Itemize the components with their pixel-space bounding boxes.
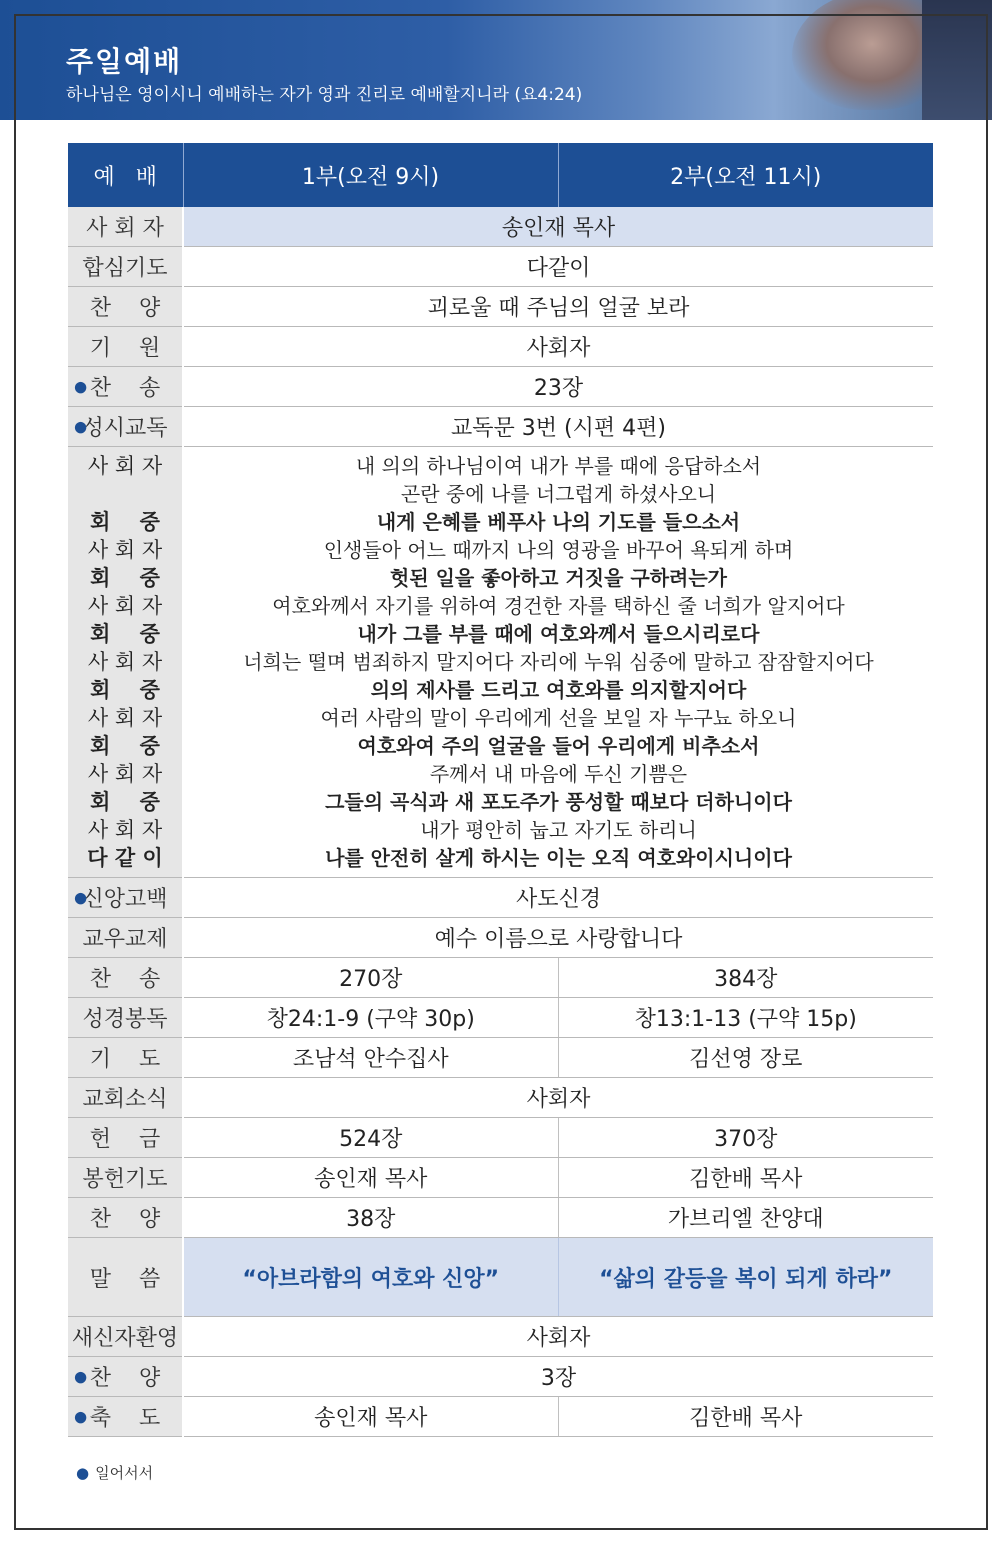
reading-line: 내가 그를 부를 때에 여호와께서 들으시리로다 <box>357 622 760 646</box>
reading-line: 그들의 곡식과 새 포도주가 풍성할 때보다 더하니이다 <box>325 790 792 814</box>
first-service-value: 조남석 안수집사 <box>183 1038 558 1078</box>
second-service-value: 김한배 목사 <box>558 1397 933 1437</box>
reading-line: 의의 제사를 드리고 여호와를 의지할지어다 <box>370 678 747 702</box>
second-service-value: 384장 <box>558 958 933 998</box>
row-value: 괴로울 때 주님의 얼굴 보라 <box>183 287 933 327</box>
second-service-value: 김선영 장로 <box>558 1038 933 1078</box>
speaker: 회 중 <box>90 790 160 814</box>
row-label: 봉헌기도 <box>68 1158 183 1198</box>
reading-line: 내게 은혜를 베푸사 나의 기도를 들으소서 <box>376 510 741 534</box>
table-row <box>68 998 933 1038</box>
row-value: 사도신경 <box>183 878 933 918</box>
first-sermon-title: “아브라함의 여호와 신앙” <box>183 1238 558 1317</box>
first-service-value: 송인재 목사 <box>183 1158 558 1198</box>
row-label: 성경봉독 <box>68 998 183 1038</box>
table-row <box>68 1397 933 1437</box>
speaker: 회 중 <box>90 622 160 646</box>
table-row <box>68 878 933 918</box>
reading-line: 헛된 일을 좋아하고 거짓을 구하려는가 <box>390 566 727 590</box>
row-label: 사 회 자 <box>68 207 183 247</box>
footnote <box>76 1462 153 1483</box>
second-service-value: 창13:1-13 (구약 15p) <box>558 998 933 1038</box>
row-value: 사회자 <box>183 1078 933 1118</box>
row-label: 교회소식 <box>68 1078 183 1118</box>
table-row <box>68 287 933 327</box>
reading-line: 너희는 떨며 범죄하지 말지어다 자리에 누워 심중에 말하고 잠잠할지어다 <box>243 650 874 674</box>
row-label: 새신자환영 <box>68 1317 183 1357</box>
speaker: 다 같 이 <box>87 846 163 870</box>
speaker: 회 중 <box>90 566 160 590</box>
header-second-service: 2부(오전 11시) <box>558 143 933 207</box>
row-label: 헌 금 <box>68 1118 183 1158</box>
table-row <box>68 918 933 958</box>
speaker: 사 회 자 <box>87 818 163 842</box>
page-subtitle-verse: 하나님은 영이시니 예배하는 자가 영과 진리로 예배할지니라 (요4:24) <box>66 85 583 105</box>
row-value: 예수 이름으로 사랑합니다 <box>183 918 933 958</box>
reading-line: 주께서 내 마음에 두신 기쁨은 <box>429 762 688 786</box>
row-label: 찬 양 <box>68 1198 183 1238</box>
second-service-value: 가브리엘 찬양대 <box>558 1198 933 1238</box>
table-row <box>68 247 933 287</box>
reading-line: 여호와께서 자기를 위하여 경건한 자를 택하신 줄 너희가 알지어다 <box>272 594 845 618</box>
row-value: 교독문 3번 (시편 4편) <box>183 407 933 447</box>
row-value: 다같이 <box>183 247 933 287</box>
row-label-standing: ● 성시교독 <box>68 407 183 447</box>
row-value: 송인재 목사 <box>183 207 933 247</box>
reading-line: 인생들아 어느 때까지 나의 영광을 바꾸어 욕되게 하며 <box>323 538 794 562</box>
table-row <box>68 958 933 998</box>
table-row <box>68 1357 933 1397</box>
first-service-value: 38장 <box>183 1198 558 1238</box>
responsive-speakers <box>68 447 183 878</box>
table-row <box>68 407 933 447</box>
table-row <box>68 1198 933 1238</box>
responsive-reading-row <box>68 447 933 878</box>
row-value: 23장 <box>183 367 933 407</box>
first-service-value: 창24:1-9 (구약 30p) <box>183 998 558 1038</box>
row-label: 합심기도 <box>68 247 183 287</box>
table-row <box>68 327 933 367</box>
first-service-value: 270장 <box>183 958 558 998</box>
table-row <box>68 1038 933 1078</box>
row-label: 기 원 <box>68 327 183 367</box>
sermon-row <box>68 1238 933 1317</box>
row-label-standing: ● 찬 송 <box>68 367 183 407</box>
footnote-text: 일어서서 <box>95 1464 154 1482</box>
speaker: 회 중 <box>90 734 160 758</box>
speaker: 회 중 <box>90 678 160 702</box>
row-label: 찬 양 <box>68 287 183 327</box>
table-row <box>68 1118 933 1158</box>
speaker: 사 회 자 <box>87 762 163 786</box>
second-sermon-title: “삶의 갈등을 복이 되게 하라” <box>558 1238 933 1317</box>
standing-dot-icon: ● <box>76 1464 90 1482</box>
reading-line: 내 의의 하나님이여 내가 부를 때에 응답하소서 <box>355 454 762 478</box>
reading-line: 나를 안전히 살게 하시는 이는 오직 여호와이시니이다 <box>325 846 792 870</box>
reading-line: 여호와여 주의 얼굴을 들어 우리에게 비추소서 <box>357 734 760 758</box>
speaker <box>68 480 182 508</box>
second-service-value: 370장 <box>558 1118 933 1158</box>
table-row <box>68 1158 933 1198</box>
row-label: 말 씀 <box>68 1238 183 1317</box>
reading-line: 여러 사람의 말이 우리에게 선을 보일 자 누구뇨 하오니 <box>320 706 797 730</box>
table-row <box>68 1078 933 1118</box>
table-row <box>68 367 933 407</box>
speaker: 사 회 자 <box>87 454 163 478</box>
first-service-value: 송인재 목사 <box>183 1397 558 1437</box>
speaker: 사 회 자 <box>87 538 163 562</box>
reading-line: 곤란 중에 나를 너그럽게 하셨사오니 <box>400 482 717 506</box>
header-first-service: 1부(오전 9시) <box>183 143 558 207</box>
row-label-standing: ● 축 도 <box>68 1397 183 1437</box>
row-label: 교우교제 <box>68 918 183 958</box>
first-service-value: 524장 <box>183 1118 558 1158</box>
worship-order-table <box>68 143 933 1437</box>
row-value: 3장 <box>183 1357 933 1397</box>
speaker: 회 중 <box>90 510 160 534</box>
speaker: 사 회 자 <box>87 594 163 618</box>
row-label: 찬 송 <box>68 958 183 998</box>
row-value: 사회자 <box>183 327 933 367</box>
second-service-value: 김한배 목사 <box>558 1158 933 1198</box>
table-row <box>68 1317 933 1357</box>
row-label-standing: ● 신앙고백 <box>68 878 183 918</box>
table-header-row <box>68 143 933 207</box>
speaker: 사 회 자 <box>87 706 163 730</box>
speaker: 사 회 자 <box>87 650 163 674</box>
page-title: 주일예배 <box>66 45 183 78</box>
table-row <box>68 207 933 247</box>
responsive-lines <box>183 447 933 878</box>
row-label: 기 도 <box>68 1038 183 1078</box>
reading-line: 내가 평안히 눕고 자기도 하리니 <box>420 818 697 842</box>
row-value: 사회자 <box>183 1317 933 1357</box>
row-label-standing: ● 찬 양 <box>68 1357 183 1397</box>
header-label: 예 배 <box>68 143 183 207</box>
